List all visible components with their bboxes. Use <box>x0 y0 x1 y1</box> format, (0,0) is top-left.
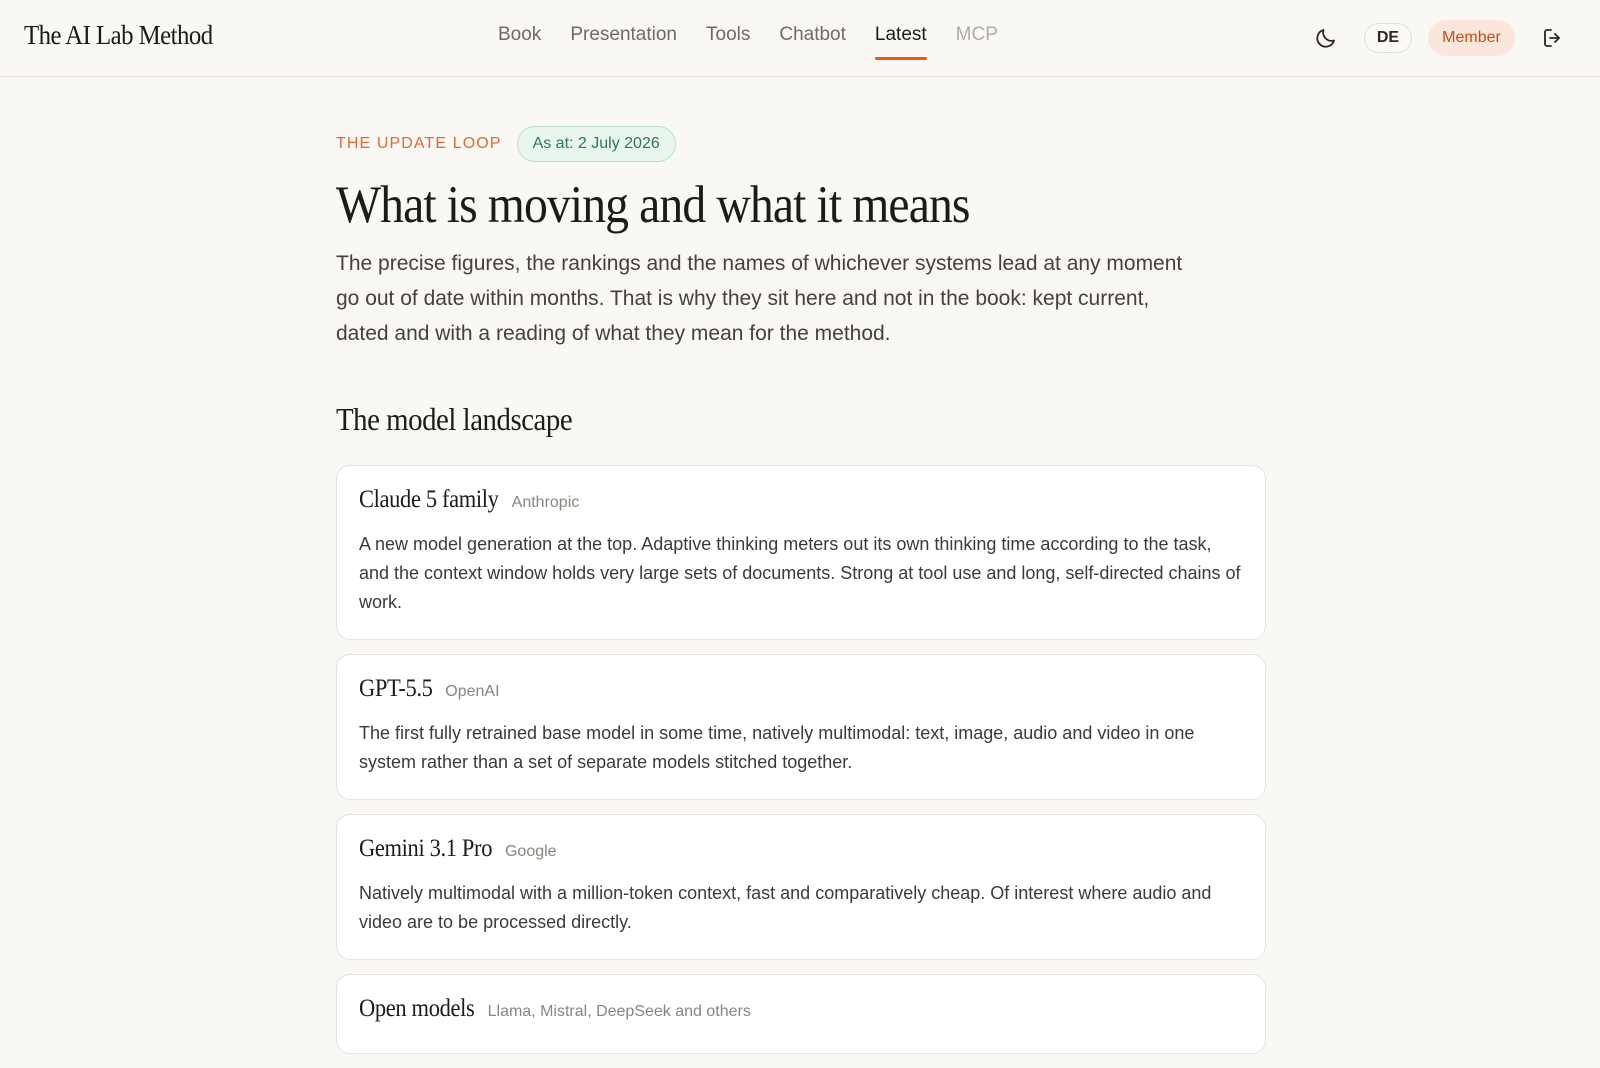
model-card-header <box>359 675 1243 711</box>
model-card <box>336 974 1266 1054</box>
model-vendor: OpenAI <box>445 683 500 700</box>
model-card-header <box>359 835 1243 871</box>
model-description: Natively multimodal with a million-token context, fast and comparatively cheap. Of interest where audio and video are to be processed directly. <box>359 883 1212 932</box>
logout-icon[interactable] <box>1541 26 1565 50</box>
model-vendor: Anthropic <box>511 494 580 511</box>
nav-item-chatbot[interactable]: Chatbot <box>779 24 846 45</box>
main-nav <box>498 24 1027 60</box>
model-name: GPT-5.5 <box>359 675 433 702</box>
language-switch-button[interactable]: DE <box>1364 23 1412 53</box>
member-button[interactable]: Member <box>1428 20 1515 56</box>
model-card <box>336 814 1266 960</box>
model-description: The first fully retrained base model in some time, natively multimodal: text, image, audio and video in one system rather than a set of separate models stitched together. <box>359 723 1195 772</box>
page-title: What is moving and what it means <box>336 176 970 234</box>
model-card-header <box>359 486 1243 522</box>
model-card <box>336 465 1266 640</box>
model-vendor: Llama, Mistral, DeepSeek and others <box>487 1003 751 1020</box>
date-badge: As at: 2 July 2026 <box>517 126 676 162</box>
model-name: Claude 5 family <box>359 486 499 513</box>
model-card <box>336 654 1266 800</box>
nav-item-tools[interactable]: Tools <box>706 24 751 45</box>
nav-item-book[interactable]: Book <box>498 24 542 45</box>
main-content <box>336 126 1266 1068</box>
model-name: Gemini 3.1 Pro <box>359 835 493 862</box>
section-heading: The model landscape <box>336 401 573 437</box>
hero-meta <box>336 126 1266 162</box>
nav-item-latest[interactable]: Latest <box>875 24 927 60</box>
model-card-header <box>359 995 1243 1031</box>
model-card-list <box>336 465 1266 1054</box>
moon-icon[interactable] <box>1314 26 1338 50</box>
intro-paragraph: The precise figures, the rankings and the names of whichever systems lead at any moment go out of date within months. That is why they sit here and not in the book: kept current, dated and with a reading of what they mean for the method. <box>336 252 1183 345</box>
model-name: Open models <box>359 995 475 1022</box>
site-logo[interactable]: The AI Lab Method <box>24 20 213 50</box>
top-navigation-bar <box>0 0 1600 77</box>
nav-item-presentation[interactable]: Presentation <box>570 24 677 45</box>
section-eyebrow: THE UPDATE LOOP <box>336 135 502 152</box>
model-vendor: Google <box>504 843 557 860</box>
nav-item-mcp[interactable]: MCP <box>955 24 998 45</box>
model-description: A new model generation at the top. Adaptive thinking meters out its own thinking time according to the task, and the context window holds very large sets of documents. Strong at tool use and long, self-directed chains of work. <box>359 534 1241 612</box>
